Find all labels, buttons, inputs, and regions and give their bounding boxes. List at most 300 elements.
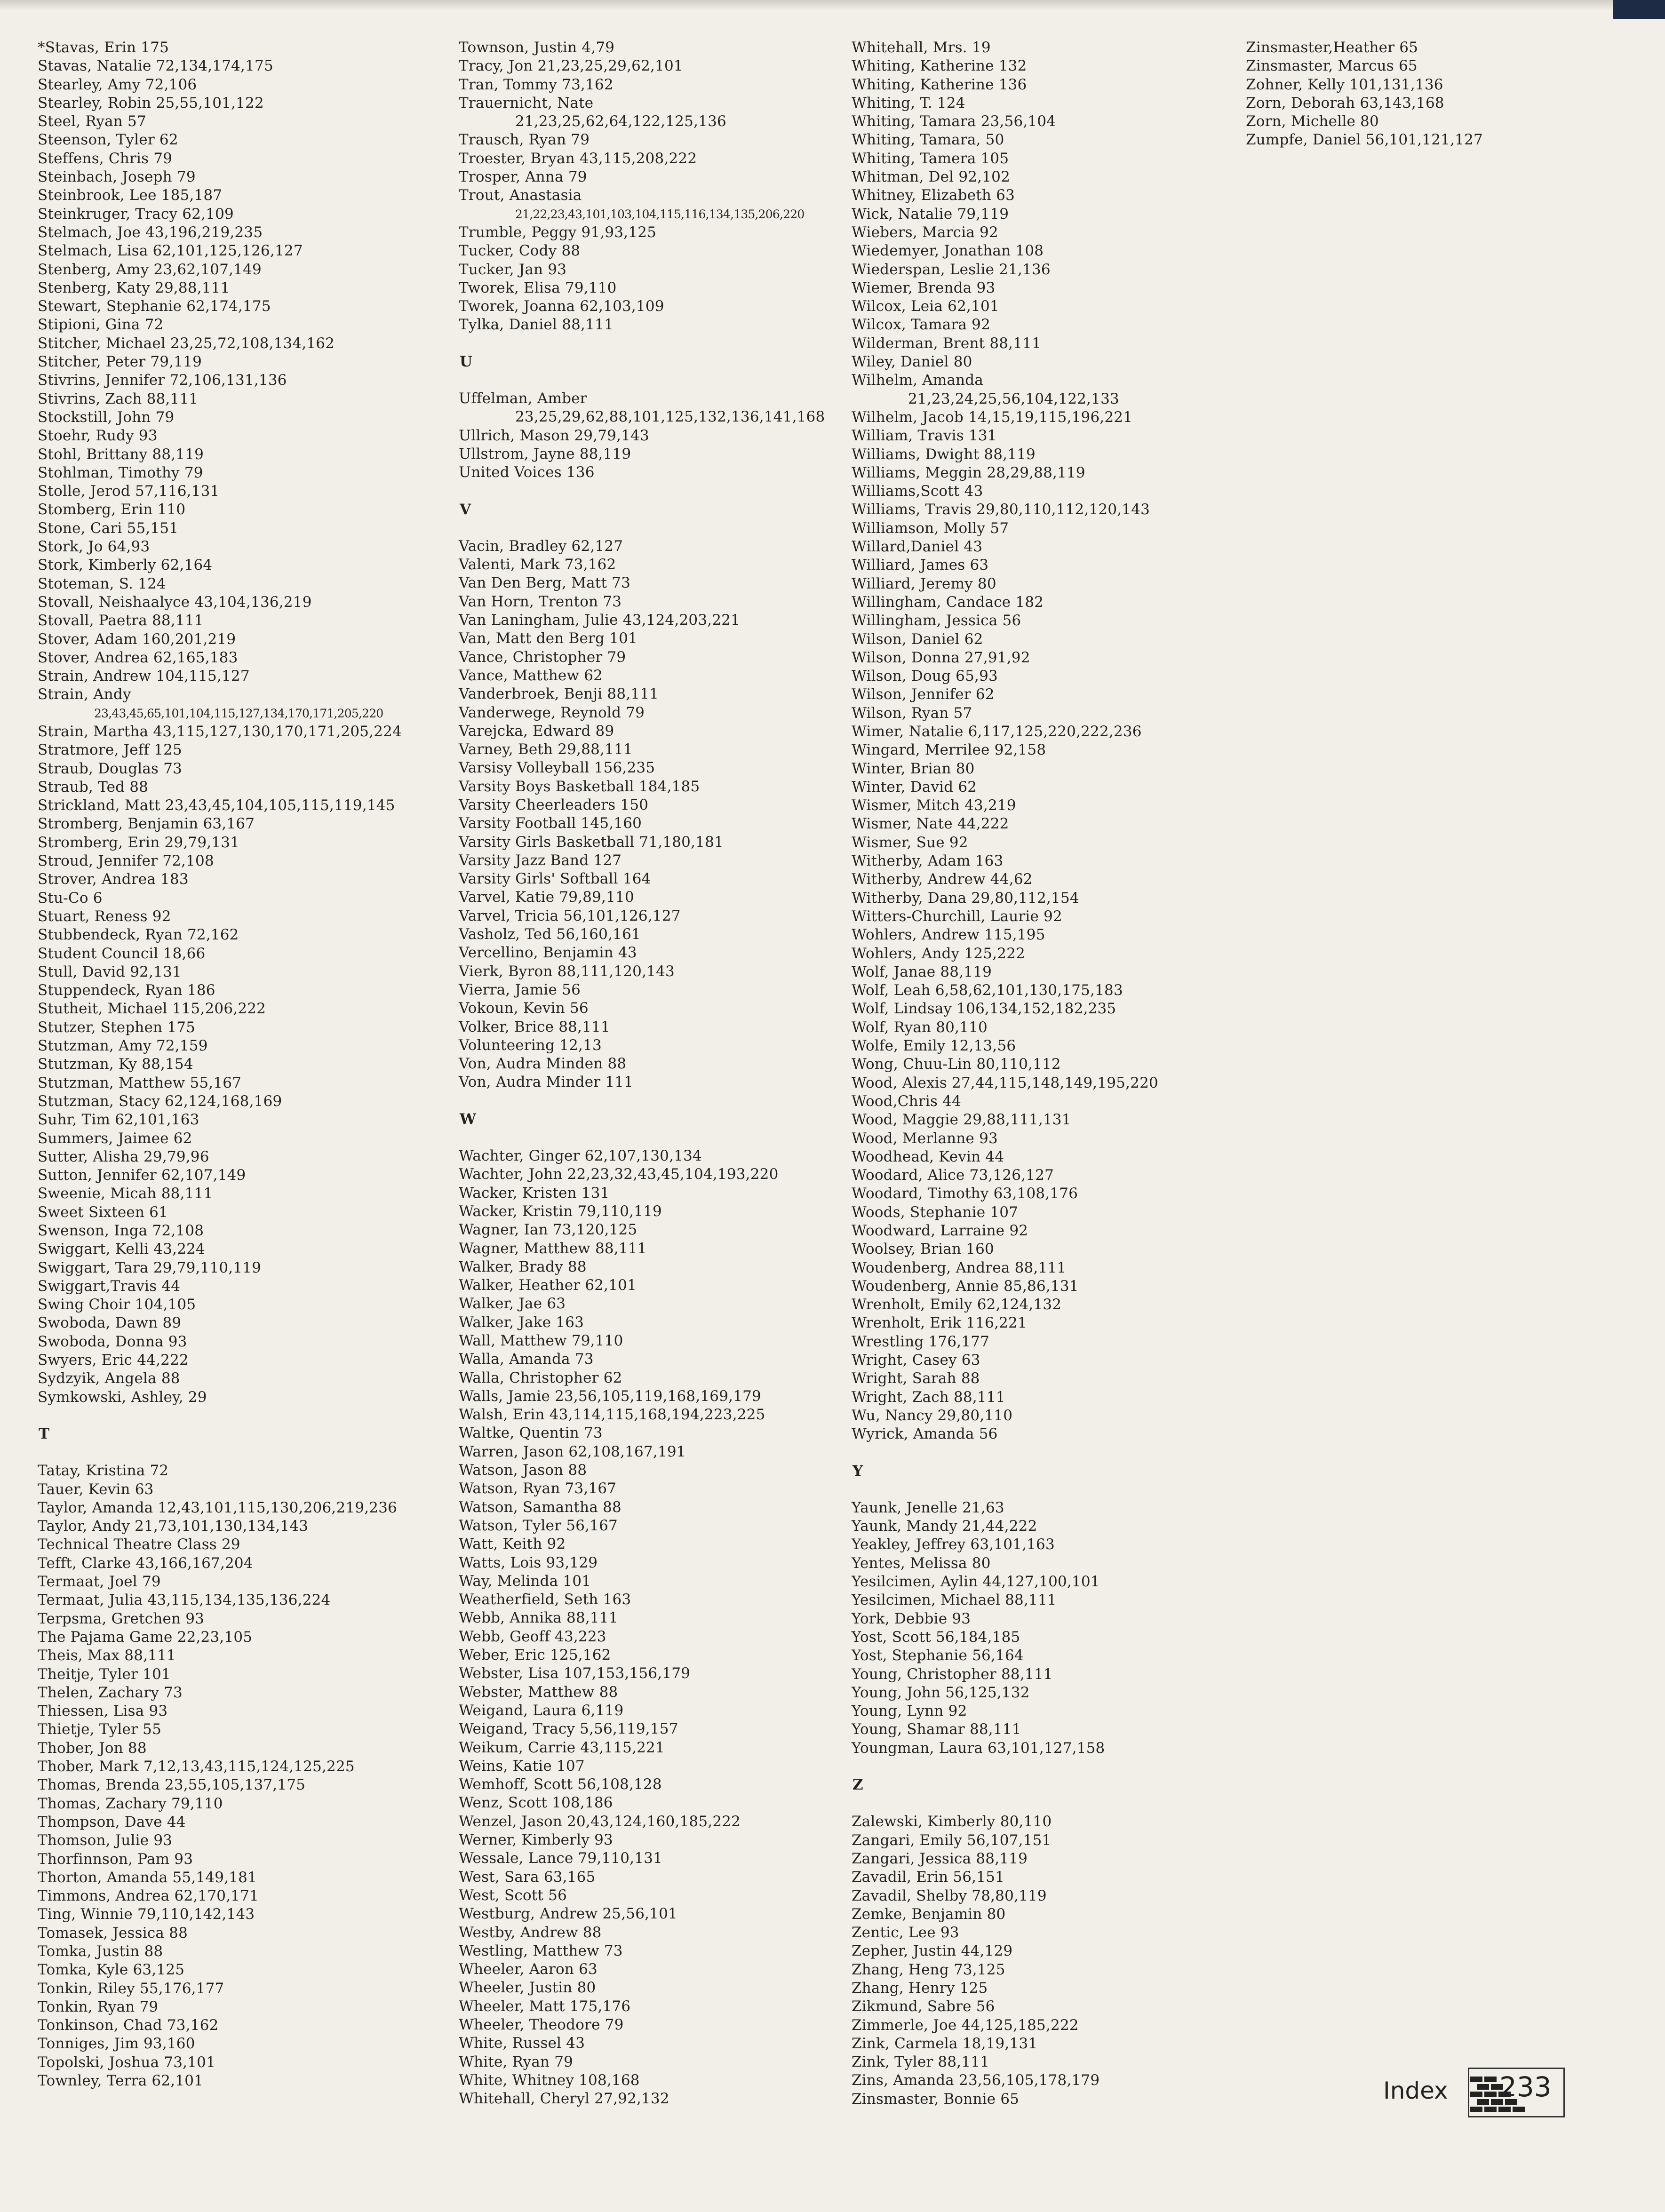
index-entry: Tomasek, Jessica 88 <box>38 1924 188 1941</box>
index-entry: Stutzman, Stacy 62,124,168,169 <box>38 1092 282 1110</box>
index-entry: Wingard, Merrilee 92,158 <box>852 741 1046 759</box>
index-entry: Wiedemyer, Jonathan 108 <box>852 242 1044 260</box>
index-entry: Warren, Jason 62,108,167,191 <box>459 1443 686 1460</box>
index-entry: Watson, Jason 88 <box>459 1462 587 1479</box>
index-entry: Zhang, Henry 125 <box>852 1979 988 1997</box>
index-entry: Trausch, Ryan 79 <box>459 131 590 149</box>
index-entry: Swiggart,Travis 44 <box>38 1277 181 1295</box>
index-column-1 <box>38 39 433 2090</box>
index-entry-continuation: 21,23,24,25,56,104,122,133 <box>908 390 1119 407</box>
index-entry: Van Laningham, Julie 43,124,203,221 <box>459 612 741 629</box>
index-entry: Wolfe, Emily 12,13,56 <box>852 1037 1016 1055</box>
index-entry: Stromberg, Erin 29,79,131 <box>38 834 240 851</box>
index-entry: Vercellino, Benjamin 43 <box>459 944 637 962</box>
index-entry-continuation: 21,23,25,62,64,122,125,136 <box>515 113 726 130</box>
index-entry: Stenberg, Amy 23,62,107,149 <box>38 261 262 278</box>
index-entry: Stearley, Robin 25,55,101,122 <box>38 94 264 111</box>
index-entry: Sydzyik, Angela 88 <box>38 1370 180 1387</box>
index-entry: Sutton, Jennifer 62,107,149 <box>38 1167 246 1184</box>
index-entry: Varvel, Katie 79,89,110 <box>459 889 634 906</box>
index-entry: Williamson, Molly 57 <box>852 519 1009 537</box>
index-entry: Theitje, Tyler 101 <box>38 1665 171 1683</box>
index-entry: Zavadil, Shelby 78,80,119 <box>852 1887 1047 1904</box>
index-entry: Troester, Bryan 43,115,208,222 <box>459 150 697 167</box>
index-entry: Swoboda, Dawn 89 <box>38 1314 182 1332</box>
index-entry: Wiederspan, Leslie 21,136 <box>852 261 1051 278</box>
index-entry: Watt, Keith 92 <box>459 1536 566 1553</box>
index-entry: Woodhead, Kevin 44 <box>852 1148 1004 1165</box>
index-entry: Tomka, Kyle 63,125 <box>38 1961 185 1979</box>
index-entry: Yaunk, Jenelle 21,63 <box>852 1499 1004 1516</box>
index-entry: Young, Christopher 88,111 <box>852 1665 1053 1683</box>
index-entry: Tonkinson, Chad 73,162 <box>38 2017 219 2034</box>
index-entry: Woods, Stephanie 107 <box>852 1203 1019 1221</box>
index-entry: Symkowski, Ashley, 29 <box>38 1388 207 1406</box>
index-entry: Strain, Andrew 104,115,127 <box>38 668 250 685</box>
index-entry: Wismer, Sue 92 <box>852 834 968 851</box>
index-entry: Strickland, Matt 23,43,45,104,105,115,119,145 <box>38 797 395 814</box>
index-entry: Trout, Anastasia <box>459 187 582 204</box>
index-entry-continuation: 23,25,29,62,88,101,125,132,136,141,168 <box>515 408 825 426</box>
index-entry: Sweenie, Micah 88,111 <box>38 1185 213 1202</box>
index-entry: Zikmund, Sabre 56 <box>852 1998 995 2015</box>
index-entry: Technical Theatre Class 29 <box>38 1536 240 1553</box>
index-entry: Whitehall, Mrs. 19 <box>852 39 991 56</box>
index-entry: Steel, Ryan 57 <box>38 113 146 130</box>
index-entry: Wiebers, Marcia 92 <box>852 223 998 241</box>
index-entry: Wismer, Nate 44,222 <box>852 815 1009 833</box>
index-entry: Thorton, Amanda 55,149,181 <box>38 1869 257 1886</box>
index-entry: Stitcher, Peter 79,119 <box>38 353 202 371</box>
index-entry: Taylor, Andy 21,73,101,130,134,143 <box>38 1518 309 1535</box>
index-entry: Zimmerle, Joe 44,125,185,222 <box>852 2016 1079 2034</box>
index-entry: Tylka, Daniel 88,111 <box>459 316 613 334</box>
index-entry: Swoboda, Donna 93 <box>38 1333 187 1350</box>
index-entry: Valenti, Mark 73,162 <box>459 556 616 573</box>
index-entry: Weatherfield, Seth 163 <box>459 1591 631 1608</box>
index-entry-continuation: 21,22,23,43,101,103,104,115,116,134,135,206,220 <box>515 207 805 221</box>
index-entry: Werner, Kimberly 93 <box>459 1831 613 1849</box>
index-entry: Wacker, Kristin 79,110,119 <box>459 1202 662 1220</box>
index-entry: Thober, Jon 88 <box>38 1739 147 1757</box>
index-entry: Termaat, Joel 79 <box>38 1573 161 1591</box>
index-entry: Westling, Matthew 73 <box>459 1942 623 1959</box>
index-entry: Williard, James 63 <box>852 557 989 574</box>
index-entry: Steinbrook, Lee 185,187 <box>38 187 223 204</box>
index-entry: Wilson, Ryan 57 <box>852 704 972 722</box>
index-entry: Zohner, Kelly 101,131,136 <box>1246 76 1443 93</box>
index-entry: Zangari, Jessica 88,119 <box>852 1850 1028 1867</box>
index-entry: Thober, Mark 7,12,13,43,115,124,125,225 <box>38 1758 355 1775</box>
index-entry: Tonkin, Ryan 79 <box>38 1998 159 2015</box>
index-entry: Thorfinnson, Pam 93 <box>38 1850 193 1868</box>
index-entry: Uffelman, Amber <box>459 390 587 407</box>
index-entry-continuation: 23,43,45,65,101,104,115,127,134,170,171,205,220 <box>94 706 383 720</box>
index-entry: Willingham, Jessica 56 <box>852 612 1021 629</box>
index-entry: Walker, Heather 62,101 <box>459 1277 637 1294</box>
index-entry: Stratmore, Jeff 125 <box>38 741 182 759</box>
index-entry: Wagner, Ian 73,120,125 <box>459 1221 637 1239</box>
index-entry: Westburg, Andrew 25,56,101 <box>459 1905 677 1923</box>
index-entry: Wenz, Scott 108,186 <box>459 1794 613 1812</box>
index-entry: Youngman, Laura 63,101,127,158 <box>852 1739 1105 1757</box>
index-entry: Wilcox, Tamara 92 <box>852 316 990 334</box>
index-entry: West, Scott 56 <box>459 1886 567 1904</box>
index-entry: Thomson, Julie 93 <box>38 1832 173 1849</box>
index-entry: White, Ryan 79 <box>459 2053 574 2070</box>
index-entry: Wachter, Ginger 62,107,130,134 <box>459 1147 702 1165</box>
index-entry: Trauernicht, Nate <box>459 94 594 111</box>
index-entry: Walker, Brady 88 <box>459 1258 587 1275</box>
index-entry: Whiting, Katherine 132 <box>852 57 1027 75</box>
index-entry: Yaunk, Mandy 21,44,222 <box>852 1518 1037 1535</box>
index-entry: Stovall, Neishaalyce 43,104,136,219 <box>38 593 312 611</box>
index-entry: Vasholz, Ted 56,160,161 <box>459 926 641 943</box>
index-entry: Wolf, Janae 88,119 <box>852 963 992 980</box>
index-entry: Stomberg, Erin 110 <box>38 501 186 518</box>
index-entry: Stroud, Jennifer 72,108 <box>38 852 214 870</box>
index-entry: Weigand, Laura 6,119 <box>459 1702 624 1719</box>
index-entry: Stohl, Brittany 88,119 <box>38 446 204 463</box>
index-entry: Straub, Douglas 73 <box>38 760 183 777</box>
index-entry: Webb, Geoff 43,223 <box>459 1628 606 1645</box>
index-entry: Stromberg, Benjamin 63,167 <box>38 815 255 833</box>
index-entry: Trosper, Anna 79 <box>459 168 587 186</box>
index-entry: Wagner, Matthew 88,111 <box>459 1240 647 1257</box>
index-entry: Weber, Eric 125,162 <box>459 1647 611 1664</box>
index-entry: Wheeler, Theodore 79 <box>459 2016 624 2033</box>
binding-corner <box>1613 0 1665 19</box>
index-entry: Varsisy Volleyball 156,235 <box>459 759 655 777</box>
index-entry: Young, John 56,125,132 <box>852 1684 1030 1701</box>
index-entry: Varejcka, Edward 89 <box>459 722 614 740</box>
index-entry: Zinsmaster, Marcus 65 <box>1246 57 1418 75</box>
index-entry: Williams, Meggin 28,29,88,119 <box>852 464 1085 481</box>
index-entry: Thietje, Tyler 55 <box>38 1721 161 1738</box>
index-entry: Wood, Maggie 29,88,111,131 <box>852 1111 1071 1129</box>
index-entry: Young, Lynn 92 <box>852 1703 967 1720</box>
index-entry: Wohlers, Andy 125,222 <box>852 945 1026 962</box>
index-entry: Swing Choir 104,105 <box>38 1296 196 1313</box>
index-entry: Wheeler, Justin 80 <box>459 1979 596 1997</box>
index-entry: Wilson, Daniel 62 <box>852 630 983 648</box>
index-entry: Van, Matt den Berg 101 <box>459 630 637 647</box>
index-entry: Thelen, Zachary 73 <box>38 1684 183 1701</box>
index-entry: Stearley, Amy 72,106 <box>38 76 197 93</box>
index-entry: Tworek, Elisa 79,110 <box>459 279 617 296</box>
index-entry: Winter, Brian 80 <box>852 760 975 777</box>
section-letter: U <box>460 353 473 370</box>
index-entry: Wenzel, Jason 20,43,124,160,185,222 <box>459 1813 741 1830</box>
index-entry: Wolf, Leah 6,58,62,101,130,175,183 <box>852 982 1123 999</box>
index-entry: Wilderman, Brent 88,111 <box>852 334 1041 352</box>
index-entry: Zorn, Deborah 63,143,168 <box>1246 94 1444 111</box>
index-entry: Stoehr, Rudy 93 <box>38 427 158 445</box>
index-entry: Stivrins, Zach 88,111 <box>38 390 199 407</box>
index-entry: Woolsey, Brian 160 <box>852 1241 994 1258</box>
index-entry: Varsity Football 145,160 <box>459 815 642 832</box>
index-entry: Zink, Tyler 88,111 <box>852 2053 990 2071</box>
index-entry: Suhr, Tim 62,101,163 <box>38 1111 199 1129</box>
index-entry: Summers, Jaimee 62 <box>38 1130 192 1147</box>
index-entry: Whiting, Tamara 23,56,104 <box>852 113 1056 130</box>
index-entry: Stovall, Paetra 88,111 <box>38 612 204 629</box>
index-entry: Wohlers, Andrew 115,195 <box>852 926 1045 944</box>
index-entry: Yesilcimen, Aylin 44,127,100,101 <box>852 1573 1100 1591</box>
index-entry: *Stavas, Erin 175 <box>38 39 169 56</box>
index-entry: Zink, Carmela 18,19,131 <box>852 2035 1038 2052</box>
index-entry: Way, Melinda 101 <box>459 1572 591 1590</box>
index-entry: Wick, Natalie 79,119 <box>852 205 1009 223</box>
section-letter: W <box>460 1110 476 1128</box>
index-entry: Witters-Churchill, Laurie 92 <box>852 907 1062 925</box>
index-entry: Strain, Martha 43,115,127,130,170,171,205,224 <box>38 723 402 740</box>
section-letter: T <box>39 1425 50 1442</box>
index-entry: Stelmach, Joe 43,196,219,235 <box>38 223 263 241</box>
index-entry: Wismer, Mitch 43,219 <box>852 797 1016 814</box>
index-entry: Zorn, Michelle 80 <box>1246 113 1379 130</box>
index-entry: Zentic, Lee 93 <box>852 1924 959 1941</box>
index-entry: Stoteman, S. 124 <box>38 575 166 592</box>
index-entry: Stitcher, Michael 23,25,72,108,134,162 <box>38 334 335 352</box>
index-entry: Stover, Andrea 62,165,183 <box>38 649 238 666</box>
index-entry: Whitney, Elizabeth 63 <box>852 187 1015 204</box>
index-entry: Stone, Cari 55,151 <box>38 519 179 537</box>
index-entry: Stover, Adam 160,201,219 <box>38 630 236 648</box>
index-entry: Zinsmaster,Heather 65 <box>1246 39 1418 56</box>
index-entry: Woodward, Larraine 92 <box>852 1222 1028 1239</box>
index-entry: Vanderbroek, Benji 88,111 <box>459 685 659 703</box>
index-entry: Stork, Kimberly 62,164 <box>38 557 213 574</box>
index-entry: Yost, Stephanie 56,164 <box>852 1647 1024 1664</box>
index-entry: Stohlman, Timothy 79 <box>38 464 203 481</box>
index-entry: Swiggart, Tara 29,79,110,119 <box>38 1259 262 1276</box>
index-entry: Zavadil, Erin 56,151 <box>852 1869 1005 1886</box>
index-entry: Von, Audra Minden 88 <box>459 1055 627 1073</box>
index-entry: Weins, Katie 107 <box>459 1757 585 1774</box>
index-entry: Wheeler, Aaron 63 <box>459 1961 597 1978</box>
index-entry: Walls, Jamie 23,56,105,119,168,169,179 <box>459 1387 761 1405</box>
index-entry: Walla, Christopher 62 <box>459 1369 622 1386</box>
index-entry: Woodard, Timothy 63,108,176 <box>852 1185 1078 1202</box>
index-entry: Wilson, Donna 27,91,92 <box>852 649 1030 666</box>
index-entry: Tomka, Justin 88 <box>38 1942 163 1960</box>
index-entry: Wright, Casey 63 <box>852 1352 980 1369</box>
section-letter: V <box>460 501 471 518</box>
index-entry: Tatay, Kristina 72 <box>38 1462 169 1480</box>
index-entry: Timmons, Andrea 62,170,171 <box>38 1887 259 1905</box>
index-entry: Winter, David 62 <box>852 778 977 796</box>
index-entry: Zepher, Justin 44,129 <box>852 1942 1013 1960</box>
index-entry: Zumpfe, Daniel 56,101,121,127 <box>1246 131 1483 149</box>
index-entry: West, Sara 63,165 <box>459 1868 596 1886</box>
index-entry: Ullstrom, Jayne 88,119 <box>459 445 631 462</box>
index-entry: Woudenberg, Andrea 88,111 <box>852 1259 1067 1276</box>
index-entry: Walsh, Erin 43,114,115,168,194,223,225 <box>459 1406 765 1424</box>
index-entry: Wiemer, Brenda 93 <box>852 279 996 296</box>
index-entry: Watson, Samantha 88 <box>459 1498 621 1516</box>
index-entry: Von, Audra Minder 111 <box>459 1074 634 1091</box>
index-entry: Stutzman, Amy 72,159 <box>38 1037 208 1055</box>
index-entry: Wolf, Ryan 80,110 <box>852 1018 988 1036</box>
index-entry: Tucker, Jan 93 <box>459 261 567 278</box>
index-entry: Williams, Travis 29,80,110,112,120,143 <box>852 501 1150 518</box>
section-letter: Z <box>852 1776 863 1794</box>
index-entry: Swyers, Eric 44,222 <box>38 1352 189 1369</box>
index-entry: Wheeler, Matt 175,176 <box>459 1997 631 2015</box>
index-entry: Stolle, Jerod 57,116,131 <box>38 483 220 500</box>
index-entry: Tonniges, Jim 93,160 <box>38 2035 195 2053</box>
index-entry: Townley, Terra 62,101 <box>38 2072 204 2090</box>
index-entry: Stubbendeck, Ryan 72,162 <box>38 926 239 944</box>
index-entry: Wrestling 176,177 <box>852 1333 990 1350</box>
index-entry: Stavas, Natalie 72,134,174,175 <box>38 57 273 75</box>
index-entry: Westby, Andrew 88 <box>459 1924 602 1941</box>
index-entry: Whitehall, Cheryl 27,92,132 <box>459 2090 669 2108</box>
index-entry: Wu, Nancy 29,80,110 <box>852 1407 1013 1424</box>
index-entry: Varvel, Tricia 56,101,126,127 <box>459 907 681 924</box>
index-entry: Wacker, Kristen 131 <box>459 1184 610 1201</box>
index-entry: Witherby, Dana 29,80,112,154 <box>852 889 1079 907</box>
index-entry: Wilhelm, Jacob 14,15,19,115,196,221 <box>852 408 1133 426</box>
index-column-3 <box>852 39 1247 2109</box>
index-entry: Walla, Amanda 73 <box>459 1351 594 1368</box>
index-entry: Wall, Matthew 79,110 <box>459 1332 623 1349</box>
index-entry: Wimer, Natalie 6,117,125,220,222,236 <box>852 723 1142 740</box>
index-entry: Van Horn, Trenton 73 <box>459 593 622 610</box>
index-entry: White, Russel 43 <box>459 2035 585 2052</box>
index-entry: Varsity Girls Basketball 71,180,181 <box>459 833 724 851</box>
index-entry: Zalewski, Kimberly 80,110 <box>852 1813 1052 1830</box>
index-entry: Stuart, Reness 92 <box>38 907 171 925</box>
index-entry: Sutter, Alisha 29,79,96 <box>38 1148 209 1165</box>
index-entry: Steffens, Chris 79 <box>38 150 173 167</box>
index-entry: Vokoun, Kevin 56 <box>459 1000 589 1017</box>
index-entry: White, Whitney 108,168 <box>459 2071 640 2089</box>
index-entry: Strover, Andrea 183 <box>38 871 189 888</box>
index-entry: Tefft, Clarke 43,166,167,204 <box>38 1554 253 1572</box>
index-entry: Zemke, Benjamin 80 <box>852 1905 1006 1923</box>
index-entry: Wilhelm, Amanda <box>852 372 984 389</box>
index-entry: Swenson, Inga 72,108 <box>38 1222 204 1239</box>
index-entry: Student Council 18,66 <box>38 945 206 962</box>
page-number: 233 <box>1499 2071 1552 2103</box>
page-number-box <box>1468 2068 1565 2117</box>
index-entry: Webster, Matthew 88 <box>459 1683 618 1701</box>
index-entry: Varsity Jazz Band 127 <box>459 851 622 869</box>
index-entry: Sweet Sixteen 61 <box>38 1203 168 1221</box>
index-entry: Willingham, Candace 182 <box>852 593 1044 611</box>
index-entry: Zinsmaster, Bonnie 65 <box>852 2090 1020 2108</box>
index-entry: Witherby, Adam 163 <box>852 852 1004 870</box>
index-entry: Ullrich, Mason 29,79,143 <box>459 427 649 444</box>
index-entry: Wood, Merlanne 93 <box>852 1130 998 1147</box>
index-entry: Wong, Chuu-Lin 80,110,112 <box>852 1056 1061 1073</box>
index-entry: Stork, Jo 64,93 <box>38 538 150 556</box>
index-entry: Varsity Cheerleaders 150 <box>459 796 649 813</box>
index-entry: Stutzman, Ky 88,154 <box>38 1056 193 1073</box>
index-column-4 <box>1246 39 1641 150</box>
index-entry: Williams,Scott 43 <box>852 483 983 500</box>
index-entry: Stutheit, Michael 115,206,222 <box>38 1000 266 1018</box>
index-entry: Vacin, Bradley 62,127 <box>459 537 623 555</box>
index-entry: Vierk, Byron 88,111,120,143 <box>459 963 675 980</box>
index-column-2 <box>459 39 854 2108</box>
index-entry: Whiting, T. 124 <box>852 94 965 111</box>
index-entry: Weikum, Carrie 43,115,221 <box>459 1739 665 1756</box>
index-entry: Varsity Girls' Softball 164 <box>459 870 651 888</box>
index-entry: Thomas, Brenda 23,55,105,137,175 <box>38 1776 306 1794</box>
index-entry: The Pajama Game 22,23,105 <box>38 1628 253 1646</box>
index-entry: Williard, Jeremy 80 <box>852 575 996 592</box>
index-entry: Ting, Winnie 79,110,142,143 <box>38 1906 255 1923</box>
index-entry: Wrenholt, Emily 62,124,132 <box>852 1296 1062 1313</box>
index-entry: Tracy, Jon 21,23,25,29,62,101 <box>459 57 683 75</box>
index-entry: Wachter, John 22,23,32,43,45,104,193,220 <box>459 1166 779 1183</box>
index-entry: Waltke, Quentin 73 <box>459 1424 603 1442</box>
index-entry: Vance, Christopher 79 <box>459 648 626 666</box>
index-entry: Watson, Tyler 56,167 <box>459 1517 618 1534</box>
index-entry: Thiessen, Lisa 93 <box>38 1703 168 1720</box>
index-entry: York, Debbie 93 <box>852 1610 971 1627</box>
index-entry: Swiggart, Kelli 43,224 <box>38 1241 205 1258</box>
index-entry: Volker, Brice 88,111 <box>459 1018 610 1035</box>
index-entry: Wiley, Daniel 80 <box>852 353 972 371</box>
index-entry: Walker, Jae 63 <box>459 1295 566 1313</box>
index-entry: Tauer, Kevin 63 <box>38 1480 154 1498</box>
index-entry: Yentes, Melissa 80 <box>852 1554 991 1572</box>
index-entry: Woudenberg, Annie 85,86,131 <box>852 1277 1079 1295</box>
index-entry: Topolski, Joshua 73,101 <box>38 2053 216 2071</box>
index-entry: Walker, Jake 163 <box>459 1313 584 1331</box>
index-entry: Whiting, Katherine 136 <box>852 76 1027 93</box>
index-entry: Webb, Annika 88,111 <box>459 1609 618 1627</box>
index-entry: Whiting, Tamera 105 <box>852 150 1009 167</box>
index-entry: Stelmach, Lisa 62,101,125,126,127 <box>38 242 303 260</box>
index-entry: Tucker, Cody 88 <box>459 242 581 260</box>
index-entry: Tworek, Joanna 62,103,109 <box>459 298 664 315</box>
index-entry: Witherby, Andrew 44,62 <box>852 871 1033 888</box>
index-entry: Wessale, Lance 79,110,131 <box>459 1850 663 1867</box>
index-entry: Strain, Andy <box>38 686 131 703</box>
index-entry: Vanderwege, Reynold 79 <box>459 704 645 721</box>
index-entry: Stockstill, John 79 <box>38 408 175 426</box>
index-entry: Stull, David 92,131 <box>38 963 182 980</box>
index-entry: Varsity Boys Basketball 184,185 <box>459 778 700 795</box>
index-entry: Wright, Sarah 88 <box>852 1370 980 1387</box>
index-entry: Yesilcimen, Michael 88,111 <box>852 1591 1057 1609</box>
index-entry: Stu-Co 6 <box>38 889 103 907</box>
index-entry: Stewart, Stephanie 62,174,175 <box>38 298 271 315</box>
index-entry: Stutzman, Matthew 55,167 <box>38 1074 242 1091</box>
index-entry: Wilson, Jennifer 62 <box>852 686 995 703</box>
index-entry: Thomas, Zachary 79,110 <box>38 1795 223 1812</box>
index-entry: Young, Shamar 88,111 <box>852 1721 1021 1738</box>
index-entry: Watson, Ryan 73,167 <box>459 1480 617 1497</box>
index-entry: Whitman, Del 92,102 <box>852 168 1010 186</box>
index-entry: Wrenholt, Erik 116,221 <box>852 1314 1027 1332</box>
index-entry: Whiting, Tamara, 50 <box>852 131 1004 149</box>
section-letter: Y <box>852 1462 863 1480</box>
index-entry: Stuppendeck, Ryan 186 <box>38 982 215 999</box>
index-entry: Wyrick, Amanda 56 <box>852 1425 998 1443</box>
index-entry: Tran, Tommy 73,162 <box>459 76 613 93</box>
index-entry: Wood, Alexis 27,44,115,148,149,195,220 <box>852 1074 1158 1091</box>
index-entry: Zhang, Heng 73,125 <box>852 1961 1005 1978</box>
index-entry: Stipioni, Gina 72 <box>38 316 164 334</box>
index-entry: Wright, Zach 88,111 <box>852 1388 1005 1406</box>
index-entry: Termaat, Julia 43,115,134,135,136,224 <box>38 1591 331 1609</box>
